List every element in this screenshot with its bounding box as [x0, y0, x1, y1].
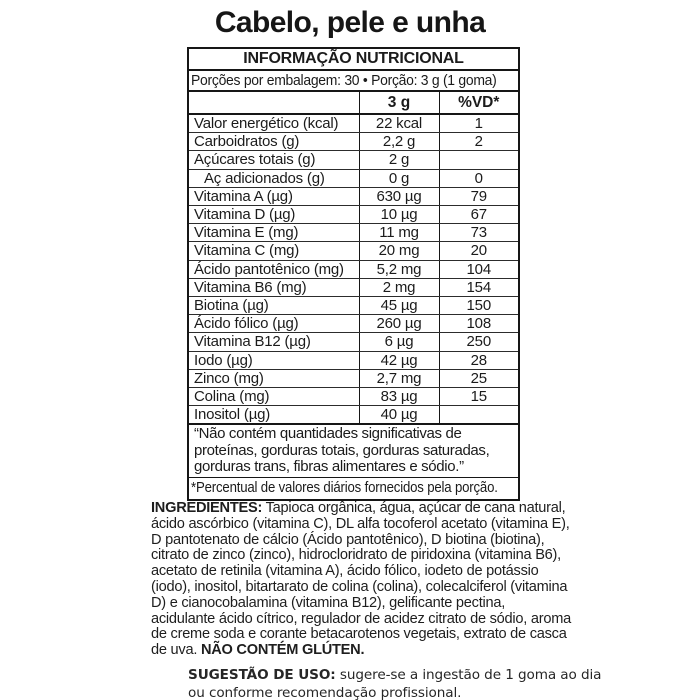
row-dv: 73: [439, 224, 519, 242]
row-dv: 250: [439, 333, 519, 351]
row-dv: 104: [439, 260, 519, 278]
servings-row: [188, 70, 519, 91]
row-dv: 2: [439, 133, 519, 151]
row-dv: 79: [439, 187, 519, 205]
row-label: Vitamina E (mg): [188, 224, 359, 242]
row-label: Vitamina D (µg): [188, 206, 359, 224]
row-amount: 0 g: [359, 169, 439, 187]
row-dv: 67: [439, 206, 519, 224]
table-row: [188, 278, 519, 296]
row-dv: 150: [439, 297, 519, 315]
column-header-empty: [188, 91, 359, 114]
usage-paragraph: [188, 666, 606, 700]
table-header-row: [188, 48, 519, 70]
row-amount: 40 µg: [359, 406, 439, 425]
row-label: Ácido fólico (µg): [188, 315, 359, 333]
gluten-note: NÃO CONTÉM GLÚTEN.: [200, 642, 365, 659]
row-label: Zinco (mg): [188, 369, 359, 387]
table-row: [188, 206, 519, 224]
row-dv: 108: [439, 315, 519, 333]
no-significant-note: “Não contém quantidades significativas de proteínas, gorduras totais, gorduras saturadas, gorduras trans, fibras alimentares e sódio.”: [188, 424, 519, 477]
row-amount: 2,7 mg: [359, 369, 439, 387]
row-amount: 83 µg: [359, 388, 439, 406]
row-dv: 15: [439, 388, 519, 406]
row-label: Inositol (µg): [188, 406, 359, 425]
row-amount: 2 mg: [359, 278, 439, 296]
footnote-cell: [188, 478, 519, 501]
row-label: Ácido pantotênico (mg): [188, 260, 359, 278]
row-amount: 10 µg: [359, 206, 439, 224]
row-label: Biotina (µg): [188, 297, 359, 315]
nutrition-table: [187, 47, 520, 501]
table-row: [188, 369, 519, 387]
row-label: Iodo (µg): [188, 351, 359, 369]
row-amount: 42 µg: [359, 351, 439, 369]
row-amount: 6 µg: [359, 333, 439, 351]
row-label: Vitamina A (µg): [188, 187, 359, 205]
servings-line: Porções por embalagem: 30 • Porção: 3 g (1 goma): [191, 72, 497, 89]
servings-cell: [188, 70, 519, 91]
ingredients-label: INGREDIENTES:: [151, 500, 263, 516]
column-header-dv: %VD*: [439, 91, 519, 114]
table-row: [188, 406, 519, 425]
column-header-amount: 3 g: [359, 91, 439, 114]
table-row: [188, 114, 519, 133]
row-label: Açúcares totais (g): [188, 151, 359, 169]
usage-text: sugere-se a ingestão de 1 goma ao dia ou conforme recomendação profissional.: [188, 667, 602, 700]
usage-label: SUGESTÃO DE USO:: [188, 667, 336, 683]
footnote-row: [188, 478, 519, 501]
table-row: [188, 187, 519, 205]
table-row: [188, 242, 519, 260]
row-dv: [439, 151, 519, 169]
table-row: [188, 351, 519, 369]
row-label: Valor energético (kcal): [188, 114, 359, 133]
table-row: [188, 260, 519, 278]
column-header-row: [188, 91, 519, 114]
ingredients-text: Tapioca orgânica, água, açúcar de cana natural, ácido ascórbico (vitamina C), DL alfa tocoferol acetato (vitamina E), D pantotenato de cálcio (Ácido pantotênico), D biotina (biotina), citrato de zinco (zinco), hidrocloridrato de piridoxina (vitamina B6), acetato de retinila (vitamina A), ácido fólico, iodeto de potássio (iodo), inositol, bitartarato de colina (colina), colecalciferol (vitamina D) e cianocobalamina (vitamina B12), gelificante pectina, acidulante ácido cítrico, regulador de acidez citrato de sódio, aroma de creme soda e corante betacarotenos vegetais, extrato de casca de uva.: [151, 500, 571, 659]
table-row: [188, 224, 519, 242]
row-dv: 25: [439, 369, 519, 387]
row-label: Carboidratos (g): [188, 133, 359, 151]
table-row: [188, 315, 519, 333]
row-label: Vitamina B12 (µg): [188, 333, 359, 351]
dv-footnote: *Percentual de valores diários fornecidos pela porção.: [191, 479, 498, 497]
row-dv: 154: [439, 278, 519, 296]
table-row: [188, 169, 519, 187]
row-amount: 22 kcal: [359, 114, 439, 133]
page-title: Cabelo, pele e unha: [214, 6, 486, 39]
table-row: [188, 151, 519, 169]
table-row: [188, 133, 519, 151]
row-dv: 0: [439, 169, 519, 187]
row-amount: 20 mg: [359, 242, 439, 260]
ingredients-paragraph: [151, 501, 572, 659]
row-amount: 630 µg: [359, 187, 439, 205]
row-amount: 5,2 mg: [359, 260, 439, 278]
table-title: INFORMAÇÃO NUTRICIONAL: [188, 48, 519, 70]
row-label: Aç adicionados (g): [188, 169, 359, 187]
row-dv: 20: [439, 242, 519, 260]
table-row: [188, 333, 519, 351]
note-row: [188, 424, 519, 477]
table-row: [188, 388, 519, 406]
row-dv: 28: [439, 351, 519, 369]
row-label: Vitamina B6 (mg): [188, 278, 359, 296]
row-amount: 2,2 g: [359, 133, 439, 151]
row-label: Colina (mg): [188, 388, 359, 406]
row-dv: 1: [439, 114, 519, 133]
row-dv: [439, 406, 519, 425]
row-amount: 260 µg: [359, 315, 439, 333]
row-label: Vitamina C (mg): [188, 242, 359, 260]
row-amount: 2 g: [359, 151, 439, 169]
row-amount: 11 mg: [359, 224, 439, 242]
table-row: [188, 297, 519, 315]
row-amount: 45 µg: [359, 297, 439, 315]
